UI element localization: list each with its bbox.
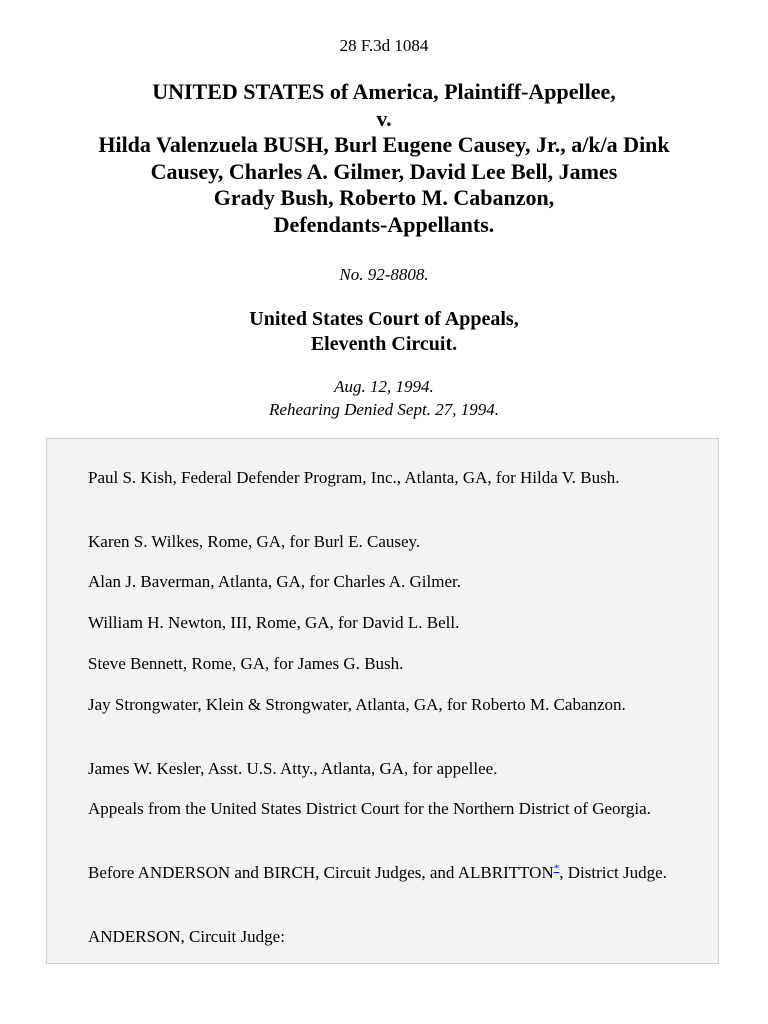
caption-line: Hilda Valenzuela BUSH, Burl Eugene Causey, Jr., a/k/a Dink	[98, 132, 670, 158]
rehearing-date: Rehearing Denied Sept. 27, 1994.	[269, 400, 499, 419]
court-name	[0, 307, 768, 357]
case-caption	[0, 79, 768, 239]
caption-line: Defendants-Appellants.	[273, 211, 495, 237]
counsel-entry: Steve Bennett, Rome, GA, for James G. Bush.	[88, 654, 404, 673]
counsel-entry: James W. Kesler, Asst. U.S. Atty., Atlanta, GA, for appellee.	[88, 759, 498, 778]
footnote-link[interactable]: *	[553, 862, 560, 875]
court-line: United States Court of Appeals,	[249, 308, 519, 330]
counsel-entry: Alan J. Baverman, Atlanta, GA, for Charles A. Gilmer.	[88, 572, 461, 591]
citation: 28 F.3d 1084	[339, 36, 429, 55]
caption-line: UNITED STATES of America, Plaintiff-Appellee,	[152, 79, 616, 104]
opinion-author: ANDERSON, Circuit Judge:	[88, 927, 285, 946]
panel-text-end: , District Judge.	[559, 863, 667, 882]
counsel-entry: Paul S. Kish, Federal Defender Program, Inc., Atlanta, GA, for Hilda V. Bush.	[88, 468, 620, 487]
counsel-entry: Karen S. Wilkes, Rome, GA, for Burl E. Causey.	[88, 532, 421, 551]
caption-line: Causey, Charles A. Gilmer, David Lee Bell, James	[150, 158, 618, 184]
panel-text: Before ANDERSON and BIRCH, Circuit Judges, and ALBRITTON	[88, 863, 554, 882]
caption-line: v.	[376, 105, 392, 131]
caption-line: Grady Bush, Roberto M. Cabanzon,	[213, 185, 555, 211]
panel-judges	[88, 862, 688, 884]
counsel-panel	[46, 438, 719, 964]
decided-date: Aug. 12, 1994.	[334, 377, 434, 396]
appeal-origin: Appeals from the United States District Court for the Northern District of Georgia.	[88, 799, 651, 818]
docket-number: No. 92-8808.	[339, 265, 429, 284]
decision-dates	[0, 375, 768, 421]
court-line: Eleventh Circuit.	[310, 333, 458, 355]
counsel-entry: Jay Strongwater, Klein & Strongwater, Atlanta, GA, for Roberto M. Cabanzon.	[88, 695, 626, 714]
counsel-entry: William H. Newton, III, Rome, GA, for David L. Bell.	[88, 613, 460, 632]
